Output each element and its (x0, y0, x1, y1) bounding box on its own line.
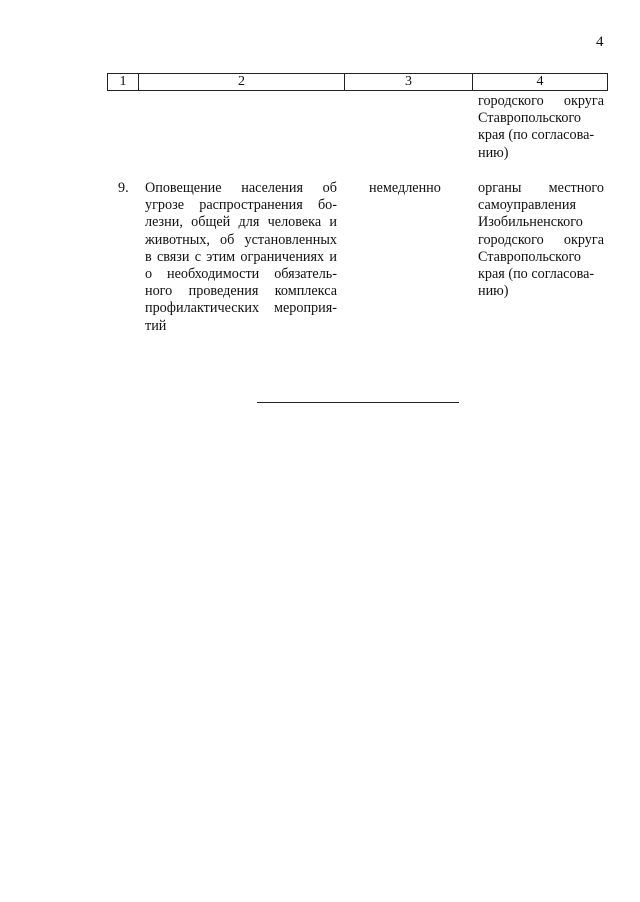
column-header-table (107, 73, 608, 91)
text-line: нию) (478, 283, 509, 300)
text-line: животных, об установленных (145, 231, 337, 248)
row-responsible (478, 180, 604, 300)
column-header-2: 2 (139, 74, 345, 91)
text-line: края (по согласова- (478, 266, 595, 283)
text-line: Оповещение населения об (145, 180, 337, 196)
text-line: тий (145, 317, 167, 334)
text-line: Ставропольского (478, 248, 582, 265)
row-number: 9. (118, 180, 129, 196)
page-number: 4 (596, 34, 604, 50)
continuation-cell (478, 93, 604, 162)
text-line: Ставропольского (478, 110, 582, 127)
row-term: немедленно (369, 180, 441, 196)
text-line: о необходимости обязатель- (145, 266, 337, 283)
row-description (145, 180, 337, 335)
text-line: органы местного (478, 180, 604, 196)
text-line: ного проведения комплекса (145, 283, 337, 300)
column-header-4: 4 (473, 74, 608, 91)
text-line: самоуправления (478, 197, 576, 214)
column-header-3: 3 (345, 74, 473, 91)
text-line: края (по согласова- (478, 127, 595, 144)
column-header-1: 1 (108, 74, 139, 91)
text-line: Изобильненского (478, 214, 583, 231)
text-line: городского округа (478, 231, 604, 248)
text-line: в связи с этим ограничениях и (145, 248, 337, 265)
text-line: профилактических мероприя- (145, 300, 337, 317)
end-of-document-rule (257, 402, 459, 403)
text-line: угрозе распространения бо- (145, 197, 337, 214)
text-line: лезни, общей для человека и (145, 214, 337, 231)
text-line: городского округа (478, 93, 604, 109)
text-line: нию) (478, 144, 509, 161)
